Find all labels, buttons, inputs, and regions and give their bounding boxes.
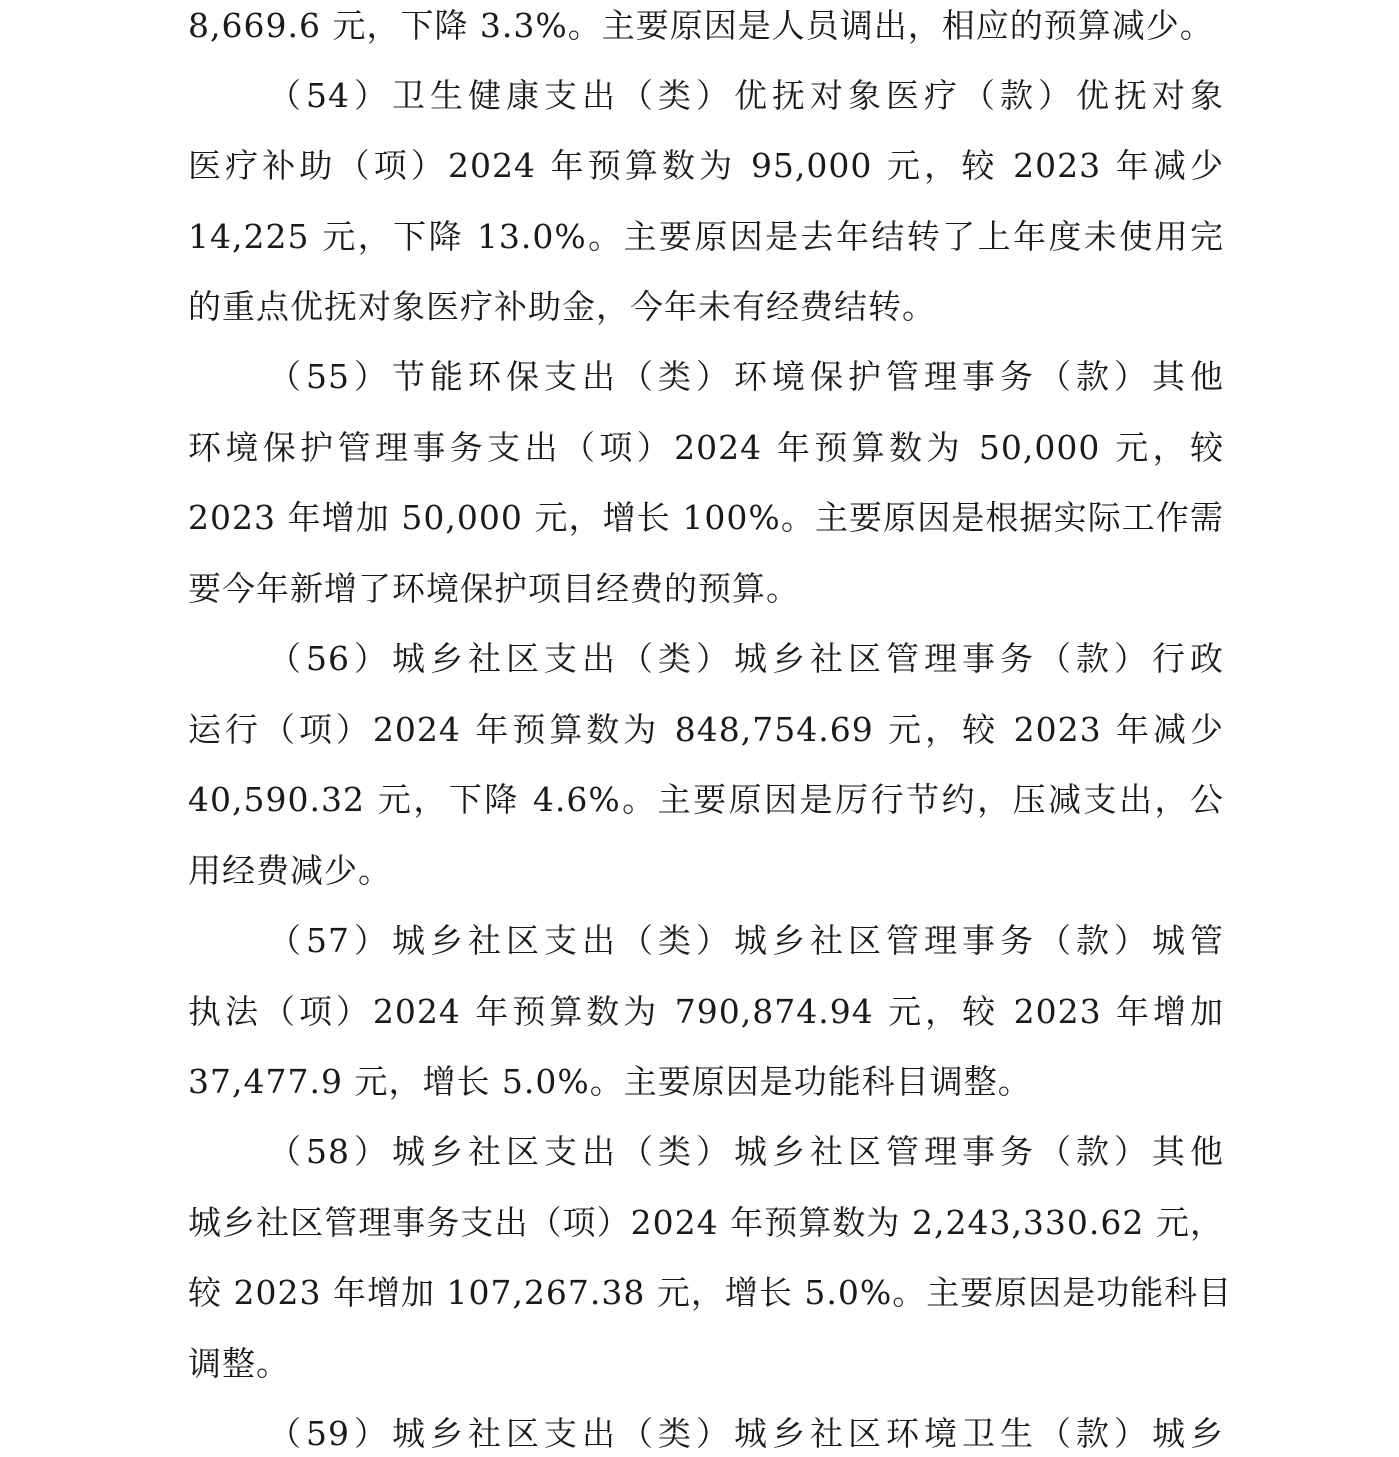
paragraph-line: 40,590.32 元，下降 4.6%。主要原因是厉行节约，压减支出，公	[188, 780, 1224, 819]
paragraph-line: 运行（项）2024 年预算数为 848,754.69 元，较 2023 年减少	[188, 710, 1224, 749]
paragraph-56-heading-line: （56）城乡社区支出（类）城乡社区管理事务（款）行政	[268, 639, 1224, 678]
paragraph-line: 用经费减少。	[188, 851, 392, 890]
paragraph-58-heading-line: （58）城乡社区支出（类）城乡社区管理事务（款）其他	[268, 1132, 1224, 1171]
paragraph-line: 2023 年增加 50,000 元，增长 100%。主要原因是根据实际工作需	[188, 498, 1224, 537]
paragraph-line: 执法（项）2024 年预算数为 790,874.94 元，较 2023 年增加	[188, 992, 1224, 1031]
paragraph-line: 医疗补助（项）2024 年预算数为 95,000 元，较 2023 年减少	[188, 146, 1224, 185]
paragraph-line: 要今年新增了环境保护项目经费的预算。	[188, 569, 800, 608]
paragraph-line: 调整。	[188, 1344, 290, 1383]
paragraph-line: 环境保护管理事务支出（项）2024 年预算数为 50,000 元，较	[188, 428, 1224, 467]
paragraph-59-heading-line: （59）城乡社区支出（类）城乡社区环境卫生（款）城乡	[268, 1414, 1224, 1453]
paragraph-55-heading-line: （55）节能环保支出（类）环境保护管理事务（款）其他	[268, 357, 1224, 396]
paragraph-line: 14,225 元，下降 13.0%。主要原因是去年结转了上年度未使用完	[188, 217, 1224, 256]
paragraph-line: 较 2023 年增加 107,267.38 元，增长 5.0%。主要原因是功能科目	[188, 1273, 1233, 1312]
paragraph-54-heading-line: （54）卫生健康支出（类）优抚对象医疗（款）优抚对象	[268, 76, 1224, 115]
paragraph-line: 城乡社区管理事务支出（项）2024 年预算数为 2,243,330.62 元，	[188, 1203, 1224, 1242]
paragraph-line: 8,669.6 元，下降 3.3%。主要原因是人员调出，相应的预算减少。	[188, 6, 1214, 45]
paragraph-line: 的重点优抚对象医疗补助金，今年未有经费结转。	[188, 287, 936, 326]
paragraph-57-heading-line: （57）城乡社区支出（类）城乡社区管理事务（款）城管	[268, 921, 1224, 960]
paragraph-line: 37,477.9 元，增长 5.0%。主要原因是功能科目调整。	[188, 1062, 1032, 1101]
